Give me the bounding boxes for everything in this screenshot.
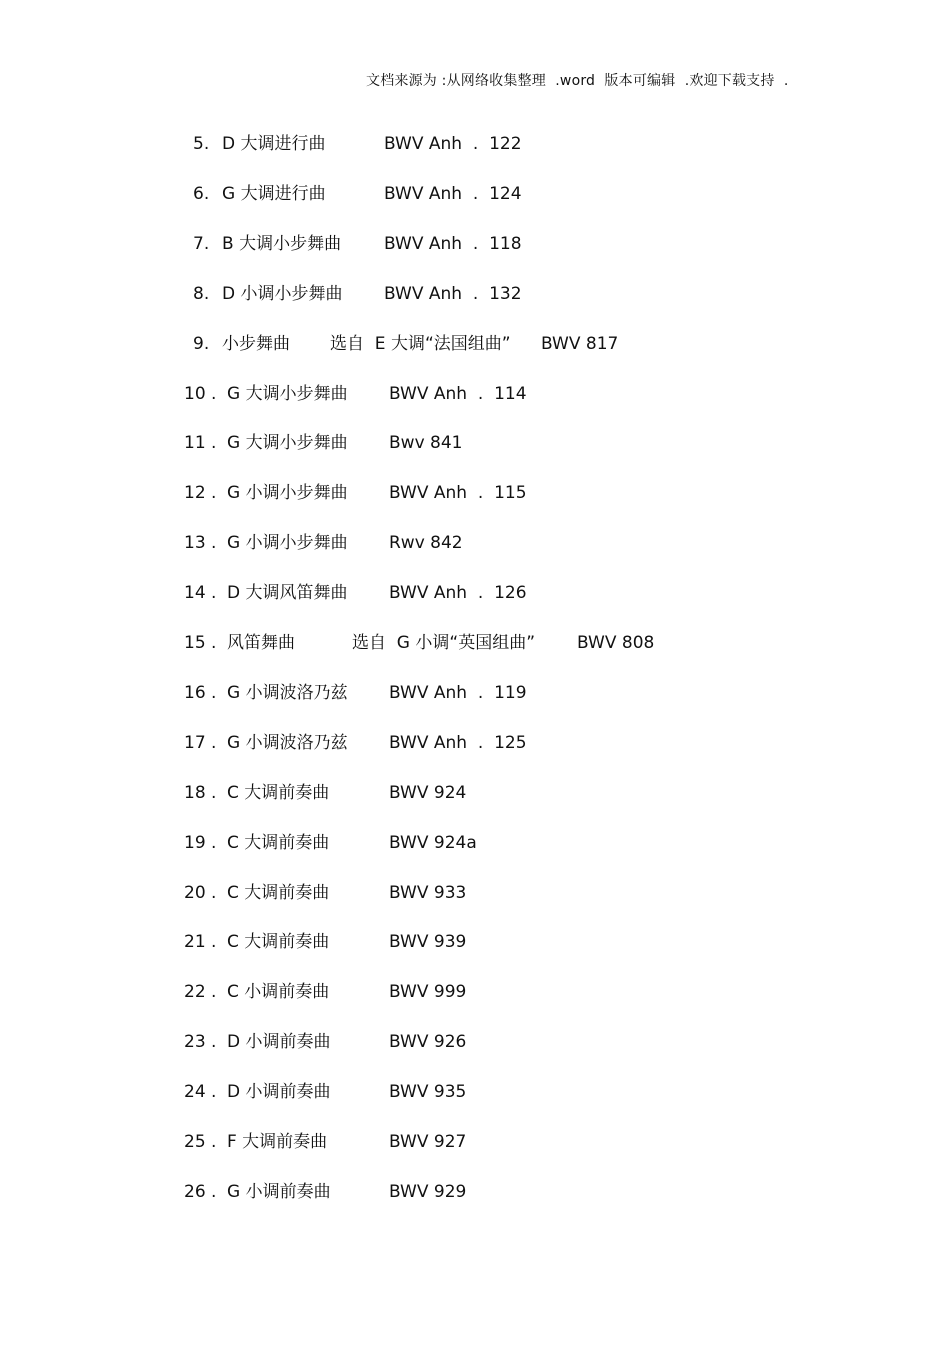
list-item [0,881,900,905]
catalog-number: BWV 933 [389,883,467,903]
piece-title: G 小调前奏曲 [227,1182,331,1202]
item-number: 5. [193,134,210,154]
list-item [0,631,900,655]
piece-title: C 小调前奏曲 [227,982,330,1002]
list-item [0,831,900,855]
item-number: 19 . [184,833,217,853]
item-number: 24 . [184,1082,217,1102]
item-number: 9. [193,334,210,354]
piece-title: G 小调小步舞曲 [227,483,348,503]
list-item [0,581,900,605]
catalog-number: Rwv 842 [389,533,463,553]
list-item [0,1030,900,1054]
item-number: 12 . [184,483,217,503]
piece-title: D 小调小步舞曲 [222,284,343,304]
catalog-number: BWV 935 [389,1082,467,1102]
catalog-number: BWV Anh . 126 [389,583,527,603]
catalog-number: BWV Anh . 115 [389,483,527,503]
item-number: 17 . [184,733,217,753]
list-item [0,182,900,206]
piece-title: G 大调小步舞曲 [227,433,348,453]
catalog-number: BWV Anh . 124 [384,184,522,204]
piece-title: C 大调前奏曲 [227,883,330,903]
list-item [0,781,900,805]
piece-title: C 大调前奏曲 [227,833,330,853]
item-number: 18 . [184,783,217,803]
piece-title: D 小调前奏曲 [227,1032,331,1052]
list-item [0,531,900,555]
catalog-number: BWV 808 [577,633,655,653]
piece-title: G 小调波洛乃兹 [227,733,348,753]
page-header-source-note: 文档来源为 :从网络收集整理 .word 版本可编辑 .欢迎下载支持 . [366,73,789,89]
piece-source: 选自 E 大调“法国组曲” [330,334,511,354]
catalog-number: BWV 924 [389,783,467,803]
list-item [0,681,900,705]
list-item [0,1080,900,1104]
item-number: 23 . [184,1032,217,1052]
item-number: 13 . [184,533,217,553]
piece-title: G 大调小步舞曲 [227,384,348,404]
list-item [0,1130,900,1154]
piece-title: G 小调波洛乃兹 [227,683,348,703]
piece-title: 风笛舞曲 [227,633,295,653]
piece-title: D 大调风笛舞曲 [227,583,348,603]
list-item [0,980,900,1004]
catalog-number: BWV Anh . 119 [389,683,527,703]
item-number: 16 . [184,683,217,703]
item-number: 20 . [184,883,217,903]
item-number: 25 . [184,1132,217,1152]
piece-source: 选自 G 小调“英国组曲” [352,633,535,653]
list-item [0,132,900,156]
item-number: 8. [193,284,210,304]
piece-title: B 大调小步舞曲 [222,234,342,254]
catalog-number: BWV 924a [389,833,477,853]
piece-title: F 大调前奏曲 [227,1132,328,1152]
piece-title: 小步舞曲 [222,334,290,354]
list-item [0,382,900,406]
catalog-number: Bwv 841 [389,433,463,453]
list-item [0,282,900,306]
item-number: 26 . [184,1182,217,1202]
list-item [0,481,900,505]
catalog-number: BWV 929 [389,1182,467,1202]
item-number: 14 . [184,583,217,603]
piece-title: D 小调前奏曲 [227,1082,331,1102]
catalog-number: BWV 926 [389,1032,467,1052]
piece-title: G 小调小步舞曲 [227,533,348,553]
item-number: 11 . [184,433,217,453]
catalog-number: BWV 999 [389,982,467,1002]
list-item [0,332,900,356]
catalog-number: BWV Anh . 122 [384,134,522,154]
item-number: 22 . [184,982,217,1002]
list-item [0,930,900,954]
catalog-number: BWV Anh . 132 [384,284,522,304]
piece-title: D 大调进行曲 [222,134,326,154]
list-item [0,431,900,455]
item-number: 6. [193,184,210,204]
piece-title: G 大调进行曲 [222,184,326,204]
catalog-number: BWV Anh . 114 [389,384,527,404]
list-item [0,232,900,256]
catalog-number: BWV 927 [389,1132,467,1152]
catalog-number: BWV 939 [389,932,467,952]
piece-title: C 大调前奏曲 [227,783,330,803]
catalog-number: BWV 817 [541,334,619,354]
piece-title: C 大调前奏曲 [227,932,330,952]
item-number: 15 . [184,633,217,653]
item-number: 10 . [184,384,217,404]
item-number: 21 . [184,932,217,952]
list-item [0,1180,900,1204]
catalog-number: BWV Anh . 118 [384,234,522,254]
item-number: 7. [193,234,210,254]
list-item [0,731,900,755]
catalog-number: BWV Anh . 125 [389,733,527,753]
